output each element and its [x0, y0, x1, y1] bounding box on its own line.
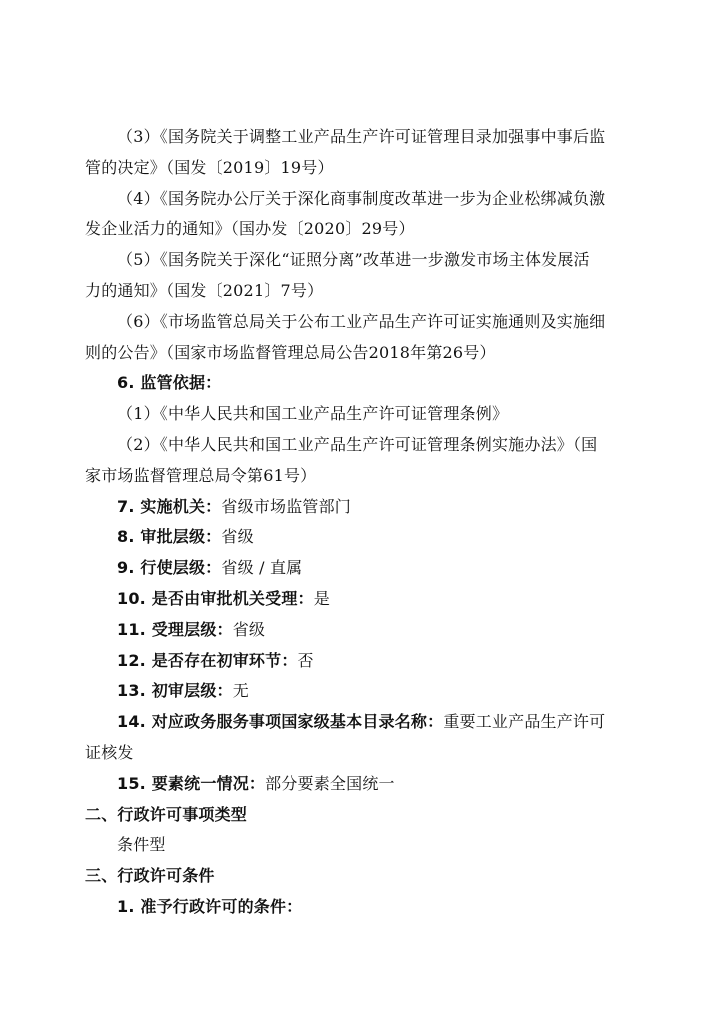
line-text: 省级 / 直属 [221, 558, 303, 578]
section-heading-text: 三、行政许可条件 [85, 866, 215, 886]
line-text: 家市场监督管理总局令第61号） [85, 465, 317, 485]
text-line [85, 338, 625, 369]
line-text: （6）《市场监管总局关于公布工业产品生产许可证实施通则及实施细 [117, 311, 606, 331]
text-line [85, 646, 625, 677]
line-label: 14. 对应政务服务事项国家级基本目录名称： [117, 712, 444, 732]
line-text: 重要工业产品生产许可 [443, 712, 606, 732]
line-text: 省级 [232, 619, 266, 639]
line-text: 证核发 [85, 742, 134, 762]
line-text: （1）《中华人民共和国工业产品生产许可证管理条例》 [117, 404, 509, 424]
text-line [85, 553, 625, 584]
text-line [85, 522, 625, 553]
line-text: （4）《国务院办公厅关于深化商事制度改革进一步为企业松绑减负激 [117, 188, 606, 208]
line-label: 12. 是否存在初审环节： [117, 650, 298, 670]
text-line [85, 676, 625, 707]
document-body [85, 122, 625, 923]
text-line [85, 892, 625, 923]
text-line [85, 307, 625, 338]
line-text: 条件型 [117, 835, 166, 855]
line-text: 发企业活力的通知》（国办发〔2020〕29号） [85, 219, 415, 239]
text-line [85, 276, 625, 307]
section-heading [85, 861, 625, 892]
section-heading-text: 二、行政许可事项类型 [85, 804, 248, 824]
text-line [85, 245, 625, 276]
text-line [85, 584, 625, 615]
line-label: 11. 受理层级： [117, 619, 233, 639]
text-line [85, 122, 625, 153]
line-text: （5）《国务院关于深化“证照分离”改革进一步激发市场主体发展活 [117, 250, 590, 270]
text-line [85, 492, 625, 523]
line-text: 无 [232, 681, 249, 701]
section-heading [85, 800, 625, 831]
line-label: 1. 准予行政许可的条件： [117, 896, 303, 916]
line-text: （2）《中华人民共和国工业产品生产许可证管理条例实施办法》（国 [117, 434, 598, 454]
text-line [85, 368, 625, 399]
text-line [85, 184, 625, 215]
text-line [85, 615, 625, 646]
line-text: 管的决定》（国发〔2019〕19号） [85, 157, 334, 177]
line-label: 9. 行使层级： [117, 558, 222, 578]
text-line [85, 769, 625, 800]
text-line [85, 830, 625, 861]
line-text: 是 [313, 588, 330, 608]
line-text: 力的通知》（国发〔2021〕7号） [85, 280, 324, 300]
line-text: 则的公告》（国家市场监督管理总局公告2018年第26号） [85, 342, 496, 362]
line-label: 10. 是否由审批机关受理： [117, 588, 314, 608]
line-text: 部分要素全国统一 [265, 773, 395, 793]
text-line [85, 214, 625, 245]
line-text: （3）《国务院关于调整工业产品生产许可证管理目录加强事中事后监 [117, 127, 606, 146]
line-label: 15. 要素统一情况： [117, 773, 266, 793]
line-text: 省级市场监管部门 [221, 496, 351, 516]
line-label: 7. 实施机关： [117, 496, 222, 516]
text-line [85, 738, 625, 769]
line-text: 省级 [221, 527, 254, 547]
text-line [85, 153, 625, 184]
text-line [85, 461, 625, 492]
text-line [85, 430, 625, 461]
line-label: 6. 监管依据： [117, 373, 222, 393]
line-text: 否 [297, 650, 314, 670]
text-line [85, 399, 625, 430]
line-label: 13. 初审层级： [117, 681, 233, 701]
line-label: 8. 审批层级： [117, 527, 222, 547]
text-line [85, 707, 625, 738]
